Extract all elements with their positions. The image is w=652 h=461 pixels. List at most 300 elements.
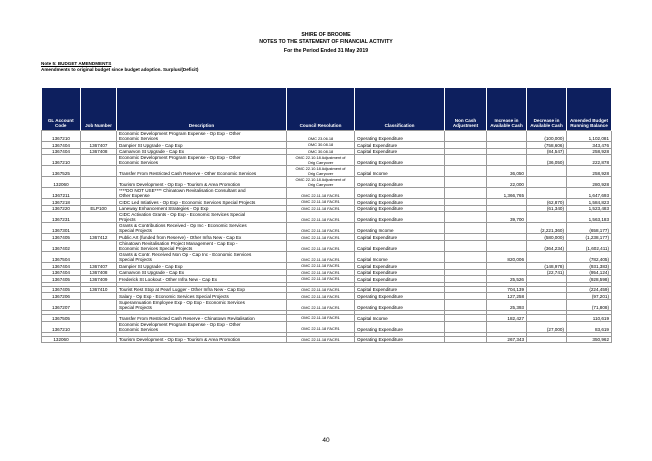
job-number-cell: [81, 223, 117, 234]
classification-cell: Capital Income: [355, 314, 445, 321]
decrease-cash-cell: [527, 177, 567, 188]
non-cash-cell: [445, 286, 487, 293]
description-cell: [117, 276, 287, 283]
description-line-2: Other Expense: [119, 193, 150, 199]
description-line-2: Special Projects: [119, 304, 152, 310]
description-line-2: Tourism Development - Op Exp - Tourism & Area Promotion: [119, 337, 241, 343]
description-line-2: Special Projects: [119, 256, 152, 262]
description-line-1: Economic Development Program Expense - Op Exp - Other: [119, 155, 241, 161]
running-balance-cell: 222,878: [567, 155, 612, 166]
resolution-line-2: OMC 22.11.18 FACR1: [301, 293, 340, 299]
job-number-cell: [81, 336, 117, 343]
resolution-line-2: OMC 22.11.18 FACR1: [301, 304, 340, 310]
description-cell: [117, 251, 287, 262]
job-number-cell: [81, 240, 117, 251]
table-row: [42, 205, 612, 212]
running-balance-cell: (224,459): [567, 286, 612, 293]
resolution-line-2: OMC 23.06.18: [307, 135, 334, 141]
running-balance-cell: (782,405): [567, 251, 612, 262]
description-cell: [117, 212, 287, 223]
description-line-2: Economic Services: [119, 160, 159, 166]
increase-cash-cell: 182,427: [487, 314, 527, 321]
description-line-2: Carnarvon St Upgrade - Cap Ex: [119, 270, 185, 276]
increase-cash-cell: 267,343: [487, 336, 527, 343]
running-balance-cell: 258,928: [567, 166, 612, 177]
increase-cash-cell: [487, 205, 527, 212]
description-cell: [117, 223, 287, 234]
decrease-cash-cell: (61,340): [527, 205, 567, 212]
non-cash-cell: [445, 240, 487, 251]
classification-cell: Operating Income: [355, 223, 445, 234]
council-resolution-cell: [287, 293, 355, 300]
description-cell: [117, 199, 287, 206]
resolution-line-2: OMC 22.11.18 FACR1: [301, 216, 340, 222]
table-row: [42, 148, 612, 155]
running-balance-cell: 280,928: [567, 177, 612, 188]
increase-cash-cell: 22,000: [487, 177, 527, 188]
col-council-resolution: Council Resolution: [287, 88, 355, 131]
council-resolution-cell: [287, 262, 355, 269]
non-cash-cell: [445, 148, 487, 155]
table-row: [42, 240, 612, 251]
gl-code-cell: 1367207: [42, 299, 81, 310]
description-line-1: Economic Development Program Expense - Op Exp - Other: [119, 131, 241, 136]
council-resolution-cell: [287, 336, 355, 343]
description-line-2: Public Art (funded from Reserve) - Other Infra New - Cap Ex: [119, 234, 242, 240]
job-number-cell: [81, 177, 117, 188]
running-balance-cell: 343,476: [567, 142, 612, 149]
description-line-2: Frederick St Lookout - Other Infra New - Cap Ex: [119, 276, 218, 282]
non-cash-cell: [445, 314, 487, 321]
classification-cell: Operating Expenditure: [355, 321, 445, 332]
running-balance-cell: 110,619: [567, 314, 612, 321]
job-number-cell: ELP100: [81, 205, 117, 212]
gl-code-cell: 1367218: [42, 199, 81, 206]
decrease-cash-cell: [527, 251, 567, 262]
page-number: 40: [322, 437, 330, 444]
council-resolution-cell: [287, 314, 355, 321]
increase-cash-cell: 704,139: [487, 286, 527, 293]
classification-cell: Capital Expenditure: [355, 262, 445, 269]
table-row: [42, 262, 612, 269]
job-number-cell: 1367408: [81, 148, 117, 155]
resolution-line-2: OMC 22.11.18 FACR1: [301, 227, 340, 233]
table-row: [42, 188, 612, 199]
description-line-2: Economic Services Special Projects: [119, 245, 193, 251]
job-number-cell: 1367407: [81, 142, 117, 149]
increase-cash-cell: 25,393: [487, 299, 527, 310]
table-row: [42, 166, 612, 177]
job-number-cell: [81, 251, 117, 262]
description-line-2: Economic Services: [119, 136, 159, 141]
description-line-2: Dampier St Upgrade - Cap Exp: [119, 142, 183, 148]
report-title: NOTES TO THE STATEMENT OF FINANCIAL ACTIVITY: [259, 39, 393, 45]
description-line-2: Tourism Development - Op Exp - Tourism & Area Promotion: [119, 182, 241, 188]
resolution-line-2: OMC 22.11.18 FACR1: [301, 234, 340, 240]
non-cash-cell: [445, 336, 487, 343]
classification-cell: Operating Expenditure: [355, 199, 445, 206]
table-header-row: [42, 88, 612, 131]
classification-cell: Operating Expenditure: [355, 131, 445, 142]
table-row: [42, 314, 612, 321]
table-row: [42, 293, 612, 300]
table-row: [42, 276, 612, 283]
col-classification: Classification: [355, 88, 445, 131]
classification-cell: Capital Expenditure: [355, 269, 445, 276]
running-balance-cell: 1,523,483: [567, 205, 612, 212]
description-cell: [117, 131, 287, 142]
table-row: [42, 212, 612, 223]
running-balance-cell: 1,584,823: [567, 199, 612, 206]
increase-cash-cell: [487, 142, 527, 149]
resolution-line-2: OMC 22.11.18 FACR1: [301, 263, 340, 269]
gl-code-cell: 1367404: [42, 142, 81, 149]
resolution-line-2: OMC 30.08.18: [307, 148, 334, 154]
description-line-1: CIDC Activation Grants - Op Exp - Economic Services Special: [119, 212, 246, 218]
classification-cell: Operating Expenditure: [355, 293, 445, 300]
resolution-line-2: OMC 22.11.18 FACR1: [301, 192, 340, 198]
increase-cash-cell: 25,526: [487, 276, 527, 283]
classification-cell: Capital Income: [355, 251, 445, 262]
gl-code-cell: 1367206: [42, 293, 81, 300]
description-cell: [117, 262, 287, 269]
job-number-cell: [81, 155, 117, 166]
decrease-cash-cell: [527, 314, 567, 321]
increase-cash-cell: 820,006: [487, 251, 527, 262]
non-cash-cell: [445, 199, 487, 206]
description-cell: [117, 321, 287, 332]
col-amended-budget-balance: Amended Budget Running Balance: [567, 88, 612, 131]
running-balance-cell: 1,647,693: [567, 188, 612, 199]
gl-code-cell: 132060: [42, 177, 81, 188]
non-cash-cell: [445, 131, 487, 142]
running-balance-cell: (928,598): [567, 276, 612, 283]
gl-code-cell: 1367231: [42, 212, 81, 223]
decrease-cash-cell: [527, 212, 567, 223]
resolution-line-2: OMC 22.11.18 FACR1: [301, 286, 340, 292]
gl-code-cell: 1367210: [42, 131, 81, 142]
council-resolution-cell: [287, 131, 355, 142]
description-cell: [117, 240, 287, 251]
running-balance-cell: 258,928: [567, 148, 612, 155]
classification-cell: Operating Expenditure: [355, 188, 445, 199]
gl-code-cell: 1367301: [42, 223, 81, 234]
classification-cell: Operating Expenditure: [355, 336, 445, 343]
description-cell: [117, 155, 287, 166]
job-number-cell: [81, 199, 117, 206]
description-line-2: Economic Services: [119, 326, 159, 332]
increase-cash-cell: [487, 223, 527, 234]
non-cash-cell: [445, 188, 487, 199]
non-cash-cell: [445, 262, 487, 269]
classification-cell: Capital Expenditure: [355, 240, 445, 251]
description-cell: [117, 148, 287, 155]
description-line-1: Chinatown Revitalisation Project Management - Cap Exp -: [119, 240, 238, 246]
job-number-cell: [81, 188, 117, 199]
council-resolution-cell: [287, 234, 355, 241]
running-balance-cell: 1,563,183: [567, 212, 612, 223]
job-number-cell: 1367409: [81, 276, 117, 283]
resolution-line-1: OMC 22.10.18 Adjustment of: [295, 155, 346, 161]
resolution-line-2: OMC 22.11.18 FACR1: [301, 315, 340, 321]
running-balance-cell: (658,177): [567, 223, 612, 234]
gl-code-cell: 1367504: [42, 251, 81, 262]
resolution-line-1: OMC 22.10.18 Adjustment of: [295, 166, 346, 172]
decrease-cash-cell: (22,741): [527, 269, 567, 276]
table-row: [42, 131, 612, 142]
classification-cell: Capital Expenditure: [355, 148, 445, 155]
job-number-cell: [81, 131, 117, 142]
council-resolution-cell: [287, 240, 355, 251]
description-line-2: Transfer From Restricted Cash Reserve - Other Economic Services: [119, 171, 257, 177]
description-cell: [117, 314, 287, 321]
council-resolution-cell: [287, 205, 355, 212]
decrease-cash-cell: [527, 299, 567, 310]
col-job-number: Job Number: [81, 88, 117, 131]
council-resolution-cell: [287, 269, 355, 276]
non-cash-cell: [445, 299, 487, 310]
gl-code-cell: 1367405: [42, 286, 81, 293]
col-description: Description: [117, 88, 287, 131]
description-line-2: Dampier St Upgrade - Cap Exp: [119, 263, 183, 269]
council-resolution-cell: [287, 299, 355, 310]
job-number-cell: [81, 212, 117, 223]
running-balance-cell: 350,962: [567, 336, 612, 343]
decrease-cash-cell: (148,978): [527, 262, 567, 269]
gl-code-cell: 1367405: [42, 276, 81, 283]
increase-cash-cell: [487, 148, 527, 155]
resolution-line-1: OMC 22.10.18 Adjustment of: [295, 177, 346, 183]
non-cash-cell: [445, 166, 487, 177]
table-row: [42, 321, 612, 332]
report-period: For the Period Ended 31 May 2019: [283, 48, 369, 54]
description-line-2: Tourist Rest Stop at Pearl Lugger - Other Infra New - Cap Exp: [119, 287, 245, 293]
classification-cell: Capital Expenditure: [355, 142, 445, 149]
increase-cash-cell: [487, 321, 527, 332]
gl-code-cell: 1367220: [42, 205, 81, 212]
running-balance-cell: (97,201): [567, 293, 612, 300]
council-resolution-cell: [287, 177, 355, 188]
job-number-cell: 1367412: [81, 234, 117, 241]
table-row: [42, 223, 612, 234]
description-cell: [117, 188, 287, 199]
non-cash-cell: [445, 212, 487, 223]
non-cash-cell: [445, 223, 487, 234]
gl-code-cell: 1367402: [42, 240, 81, 251]
description-cell: [117, 177, 287, 188]
non-cash-cell: [445, 276, 487, 283]
table-row: [42, 177, 612, 188]
increase-cash-cell: 1,366,765: [487, 188, 527, 199]
council-resolution-cell: [287, 251, 355, 262]
description-cell: [117, 166, 287, 177]
council-resolution-cell: [287, 321, 355, 332]
decrease-cash-cell: [527, 336, 567, 343]
gl-code-cell: 1367211: [42, 188, 81, 199]
job-number-cell: [81, 314, 117, 321]
resolution-line-2: OMC 22.11.18 FACR1: [301, 276, 340, 282]
decrease-cash-cell: (36,050): [527, 155, 567, 166]
gl-code-cell: 1367404: [42, 148, 81, 155]
increase-cash-cell: 36,050: [487, 166, 527, 177]
gl-code-cell: 1367405: [42, 234, 81, 241]
budget-amendments-table: [41, 88, 612, 343]
non-cash-cell: [445, 234, 487, 241]
description-cell: [117, 336, 287, 343]
decrease-cash-cell: (758,606): [527, 142, 567, 149]
table-row: [42, 336, 612, 343]
table-row: [42, 251, 612, 262]
increase-cash-cell: 39,700: [487, 212, 527, 223]
increase-cash-cell: [487, 262, 527, 269]
job-number-cell: 1367407: [81, 262, 117, 269]
note-subtitle: Amendments to original budget since budget adoption. Surplus/(Deficit): [41, 67, 199, 72]
non-cash-cell: [445, 205, 487, 212]
description-line-1: Grants & Contributions Received - Op Inc - Economic Services: [119, 223, 247, 229]
decrease-cash-cell: (62,870): [527, 199, 567, 206]
description-line-2: Special Projects: [119, 228, 152, 234]
council-resolution-cell: [287, 155, 355, 166]
decrease-cash-cell: [527, 276, 567, 283]
decrease-cash-cell: [527, 293, 567, 300]
col-gl-account-code: GL Account Code: [42, 88, 81, 131]
council-resolution-cell: [287, 199, 355, 206]
note-title: Note 5: BUDGET AMENDMENTS: [41, 61, 112, 66]
classification-cell: Operating Expenditure: [355, 212, 445, 223]
increase-cash-cell: [487, 240, 527, 251]
council-resolution-cell: [287, 223, 355, 234]
shire-title: SHIRE OF BROOME: [301, 32, 351, 38]
resolution-line-2: OMC 22.11.18 FACR1: [301, 256, 340, 262]
description-line-2: Laneway Enhancement Strategies - Op Exp: [119, 206, 209, 212]
decrease-cash-cell: (2,221,360): [527, 223, 567, 234]
description-line-2: Transfer From Restricted Cash Reserve - Chinatown Revitalisation: [119, 315, 255, 321]
table-row: [42, 269, 612, 276]
classification-cell: Operating Expenditure: [355, 205, 445, 212]
job-number-cell: 1367410: [81, 286, 117, 293]
classification-cell: Capital Expenditure: [355, 286, 445, 293]
running-balance-cell: (954,124): [567, 269, 612, 276]
non-cash-cell: [445, 155, 487, 166]
classification-cell: Capital Expenditure: [355, 276, 445, 283]
non-cash-cell: [445, 251, 487, 262]
increase-cash-cell: 127,258: [487, 293, 527, 300]
description-cell: [117, 286, 287, 293]
decrease-cash-cell: (364,234): [527, 240, 567, 251]
non-cash-cell: [445, 177, 487, 188]
decrease-cash-cell: (100,000): [527, 131, 567, 142]
gl-code-cell: 1367404: [42, 262, 81, 269]
description-line-2: Carnarvon St Upgrade - Cap Ex: [119, 149, 185, 155]
decrease-cash-cell: [527, 166, 567, 177]
table-row: [42, 234, 612, 241]
decrease-cash-cell: (580,000): [527, 234, 567, 241]
running-balance-cell: (1,238,177): [567, 234, 612, 241]
increase-cash-cell: [487, 131, 527, 142]
table-row: [42, 299, 612, 310]
increase-cash-cell: [487, 269, 527, 276]
resolution-line-2: OMC 22.11.18 FACR1: [301, 205, 340, 211]
gl-code-cell: 1367210: [42, 155, 81, 166]
council-resolution-cell: [287, 188, 355, 199]
council-resolution-cell: [287, 142, 355, 149]
description-cell: [117, 299, 287, 310]
gl-code-cell: 1367505: [42, 314, 81, 321]
resolution-line-2: Orig Carryover: [307, 159, 334, 165]
running-balance-cell: (1,602,411): [567, 240, 612, 251]
gl-code-cell: 132060: [42, 336, 81, 343]
col-increase-available-cash: Increase in Available Cash: [487, 88, 527, 131]
table-row: [42, 286, 612, 293]
non-cash-cell: [445, 269, 487, 276]
col-decrease-available-cash: Decrease in Available Cash: [527, 88, 567, 131]
job-number-cell: 1367408: [81, 269, 117, 276]
resolution-line-2: OMC 22.11.18 FACR1: [301, 245, 340, 251]
table-row: [42, 155, 612, 166]
council-resolution-cell: [287, 276, 355, 283]
non-cash-cell: [445, 142, 487, 149]
decrease-cash-cell: (84,547): [527, 148, 567, 155]
council-resolution-cell: [287, 286, 355, 293]
job-number-cell: [81, 321, 117, 332]
decrease-cash-cell: [527, 286, 567, 293]
decrease-cash-cell: [527, 188, 567, 199]
description-line-1: ****DO NOT USE**** Chinatown Revitalisation Consultant and: [119, 188, 246, 194]
running-balance-cell: (71,808): [567, 299, 612, 310]
description-cell: [117, 293, 287, 300]
classification-cell: Operating Expenditure: [355, 155, 445, 166]
description-cell: [117, 269, 287, 276]
resolution-line-2: Orig Carryover: [307, 181, 334, 187]
council-resolution-cell: [287, 212, 355, 223]
classification-cell: Capital Income: [355, 166, 445, 177]
resolution-line-2: Orig Carryover: [307, 170, 334, 176]
resolution-line-2: OMC 30.08.18: [307, 142, 334, 148]
non-cash-cell: [445, 293, 487, 300]
table-row: [42, 199, 612, 206]
council-resolution-cell: [287, 166, 355, 177]
increase-cash-cell: [487, 199, 527, 206]
description-line-1: Superannuation Employee Exp - Op Exp - Economic Services: [119, 299, 245, 305]
job-number-cell: [81, 166, 117, 177]
classification-cell: Operating Expenditure: [355, 299, 445, 310]
description-cell: [117, 142, 287, 149]
resolution-line-2: OMC 22.11.18 FACR1: [301, 199, 340, 205]
description-line-2: Salary - Op Exp - Economic Services Special Projects: [119, 293, 229, 299]
description-line-2: CIDC Led Intiatives - Op Exp - Economic Services Special Projects: [119, 199, 256, 205]
increase-cash-cell: [487, 234, 527, 241]
decrease-cash-cell: (27,000): [527, 321, 567, 332]
classification-cell: Capital Expenditure: [355, 234, 445, 241]
description-cell: [117, 205, 287, 212]
running-balance-cell: 83,619: [567, 321, 612, 332]
gl-code-cell: 1367525: [42, 166, 81, 177]
running-balance-cell: 1,102,081: [567, 131, 612, 142]
description-line-1: Grants & Contr. Received Non Op - Cap Inc - Economic Services: [119, 251, 252, 257]
council-resolution-cell: [287, 148, 355, 155]
classification-cell: Operating Expenditure: [355, 177, 445, 188]
col-non-cash-adjustment: Non Cash Adjustment: [445, 88, 487, 131]
description-line-1: Economic Development Program Expense - Op Exp - Other: [119, 321, 241, 327]
gl-code-cell: 1367210: [42, 321, 81, 332]
description-cell: [117, 234, 287, 241]
table-row: [42, 142, 612, 149]
job-number-cell: [81, 293, 117, 300]
non-cash-cell: [445, 321, 487, 332]
job-number-cell: [81, 299, 117, 310]
description-line-2: Projects: [119, 217, 136, 223]
gl-code-cell: 1367404: [42, 269, 81, 276]
